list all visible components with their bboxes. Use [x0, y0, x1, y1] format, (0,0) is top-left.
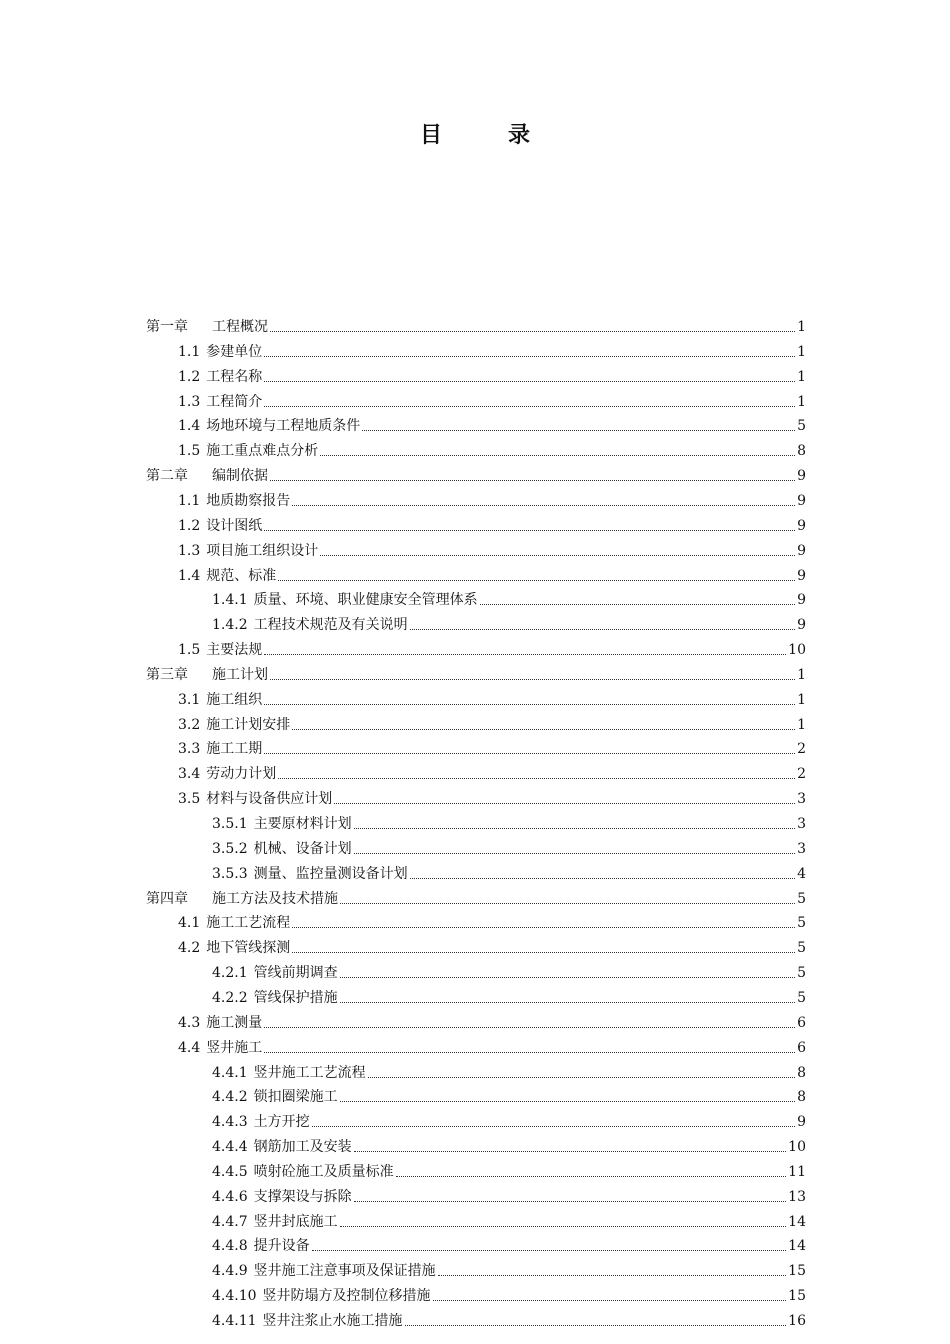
toc-entry-title: 提升设备: [253, 1238, 310, 1255]
toc-entry-title: 参建单位: [206, 343, 263, 360]
toc-entry-title: 钢筋加工及安装: [253, 1139, 352, 1156]
toc-page-number: 2: [797, 741, 806, 758]
toc-entry-label: [146, 318, 268, 336]
toc-entry-label: [146, 890, 338, 908]
dot-leader: [264, 1052, 795, 1053]
toc-entry-number: 第二章: [146, 468, 188, 485]
toc-page-number: 1: [797, 319, 806, 335]
toc-entry-title: 竖井封底施工: [253, 1213, 338, 1230]
toc-entry[interactable]: [178, 1008, 806, 1032]
toc-entry-number: 1.3: [178, 393, 201, 410]
toc-entry[interactable]: [178, 411, 806, 435]
dot-leader: [340, 977, 795, 978]
toc-entry-label: [178, 417, 360, 435]
toc-entry-title: 设计图纸: [206, 517, 263, 534]
toc-entry-label: [178, 492, 290, 510]
toc-entry[interactable]: [212, 1157, 806, 1181]
toc-entry[interactable]: [212, 834, 806, 858]
toc-entry[interactable]: [212, 1182, 806, 1206]
toc-entry[interactable]: [212, 1107, 806, 1131]
toc-entry[interactable]: [178, 1033, 806, 1057]
toc-entry-title: 地下管线探测: [206, 940, 291, 957]
dot-leader: [278, 778, 795, 779]
toc-entry-title: 规范、标准: [206, 567, 277, 584]
dot-leader: [433, 1300, 787, 1301]
toc-page-number: 6: [797, 1014, 806, 1031]
dot-leader: [270, 331, 795, 332]
dot-leader: [354, 828, 795, 829]
toc-entry-title: 锁扣圈梁施工: [253, 1089, 338, 1106]
toc-page-number: 8: [797, 1064, 806, 1081]
toc-page-number: 11: [788, 1163, 806, 1180]
toc-entry-label: [212, 989, 338, 1007]
toc-page-number: 1: [797, 368, 806, 385]
toc-entry-label: [178, 790, 332, 808]
dot-leader: [362, 430, 795, 431]
toc-page-number: 1: [797, 691, 806, 708]
toc-page-number: 3: [797, 816, 806, 832]
toc-page-number: 5: [797, 915, 806, 932]
dot-leader: [340, 1226, 787, 1227]
toc-page-number: 9: [797, 592, 806, 609]
toc-page-number: 5: [797, 940, 806, 957]
toc-page-number: 8: [797, 1089, 806, 1106]
toc-entry-title: 质量、环境、职业健康安全管理体系: [253, 592, 478, 609]
toc-entry-number: 4.1: [178, 915, 201, 932]
toc-page-number: 9: [797, 567, 806, 584]
toc-entry-number: 4.4.3: [212, 1114, 248, 1131]
toc-entry[interactable]: [212, 1082, 806, 1106]
toc-entry-title: 工程名称: [206, 368, 263, 385]
toc-entry-label: [212, 616, 408, 634]
toc-entry-label: [212, 1312, 403, 1330]
toc-entry-label: [178, 691, 262, 709]
toc-entry-label: [178, 1014, 262, 1032]
toc-entry-number: 第一章: [146, 319, 188, 335]
toc-entry-title: 喷射砼施工及质量标准: [253, 1163, 394, 1180]
toc-entry[interactable]: [178, 436, 806, 460]
toc-entry-title: 施工测量: [206, 1014, 263, 1031]
toc-entry-number: 第三章: [146, 666, 188, 683]
toc-entry-label: [178, 914, 290, 932]
toc-entry-label: [178, 740, 262, 758]
toc-entry-number: 4.4.2: [212, 1089, 248, 1106]
dot-leader: [396, 1176, 787, 1177]
toc-entry-number: 4.4.8: [212, 1238, 248, 1255]
dot-leader: [264, 406, 795, 407]
toc-entry-number: 3.3: [178, 741, 201, 758]
toc-entry-number: 3.5.2: [212, 840, 248, 857]
toc-entry-label: [212, 1113, 310, 1131]
toc-entry[interactable]: [178, 933, 806, 957]
toc-entry-title: 管线前期调查: [253, 965, 338, 982]
toc-page-number: 3: [797, 791, 806, 808]
toc-page-number: 3: [797, 840, 806, 857]
toc-entry[interactable]: [212, 585, 806, 609]
toc-entry-title: 竖井施工注意事项及保证措施: [253, 1263, 436, 1280]
toc-entry-number: 3.5.1: [212, 816, 248, 832]
toc-entry-label: [212, 964, 338, 982]
toc-entry[interactable]: [212, 809, 806, 833]
dot-leader: [292, 952, 795, 953]
toc-entry-label: [212, 1287, 431, 1305]
dot-leader: [368, 1077, 795, 1078]
toc-entry-title: 竖井防塌方及控制位移措施: [262, 1288, 431, 1305]
toc-entry-number: 4.2.2: [212, 989, 248, 1006]
toc-entry-number: 第四章: [146, 890, 188, 907]
toc-page-number: 14: [788, 1238, 806, 1255]
toc-entry-title: 施工方法及技术措施: [212, 890, 338, 907]
toc-entry-number: 4.2: [178, 940, 201, 957]
toc-entry-title: 项目施工组织设计: [206, 542, 319, 559]
toc-entry-title: 施工计划安排: [206, 716, 291, 733]
dot-leader: [264, 704, 795, 705]
toc-entry[interactable]: [212, 1132, 806, 1156]
toc-entry-label: [212, 1237, 310, 1255]
toc-entry-label: [178, 1039, 262, 1057]
toc-entry-number: 1.4.1: [212, 592, 248, 609]
dot-leader: [340, 1101, 795, 1102]
toc-page-number: 6: [797, 1039, 806, 1056]
dot-leader: [292, 927, 795, 928]
toc-entry-number: 1.4.2: [212, 617, 248, 634]
toc-entry-number: 1.2: [178, 517, 201, 534]
toc-page-number: 8: [797, 443, 806, 460]
dot-leader: [264, 1027, 795, 1028]
toc-entry-title: 测量、监控量测设备计划: [253, 865, 408, 882]
toc-entry-label: [212, 1163, 394, 1181]
dot-leader: [480, 604, 795, 605]
toc-page-number: 1: [797, 716, 806, 733]
toc-page-number: 5: [797, 965, 806, 982]
toc-entry-number: 1.3: [178, 542, 201, 559]
toc-entry[interactable]: [178, 387, 806, 411]
dot-leader: [438, 1275, 787, 1276]
toc-entry-number: 1.4: [178, 567, 201, 584]
toc-entry-label: [212, 1088, 338, 1106]
toc-entry-number: 4.4.4: [212, 1139, 248, 1156]
toc-page-number: 10: [788, 642, 806, 659]
toc-entry-title: 施工组织: [206, 691, 263, 708]
toc-entry[interactable]: [212, 1058, 806, 1082]
toc-entry-label: [212, 815, 352, 833]
toc-entry-label: [178, 641, 262, 659]
toc-entry-label: [146, 467, 268, 485]
toc-entry[interactable]: [212, 610, 806, 634]
toc-entry[interactable]: [212, 958, 806, 982]
toc-entry[interactable]: [146, 312, 806, 336]
toc-entry[interactable]: [146, 461, 806, 485]
toc-page-number: 13: [788, 1188, 806, 1205]
dot-leader: [292, 729, 795, 730]
toc-entry-number: 4.4.6: [212, 1188, 248, 1205]
toc-entry[interactable]: [146, 660, 806, 684]
toc-entry[interactable]: [212, 1207, 806, 1231]
toc-entry[interactable]: [178, 759, 806, 783]
toc-entry-title: 竖井施工: [206, 1039, 263, 1056]
toc-page-number: 5: [797, 418, 806, 435]
toc-entry[interactable]: [212, 1231, 806, 1255]
dot-leader: [405, 1325, 787, 1326]
toc-entry-number: 4.4.11: [212, 1313, 257, 1329]
toc-entry-number: 1.1: [178, 492, 201, 509]
toc-entry-title: 施工工艺流程: [206, 915, 291, 932]
toc-entry[interactable]: [178, 337, 806, 361]
dot-leader: [264, 654, 786, 655]
toc-entry[interactable]: [212, 1281, 806, 1305]
toc-entry-title: 竖井注浆止水施工措施: [262, 1313, 403, 1329]
toc-entry[interactable]: [178, 536, 806, 560]
toc-page-number: 15: [788, 1263, 806, 1280]
toc-page-number: 9: [797, 517, 806, 534]
toc-entry[interactable]: [212, 1256, 806, 1280]
toc-page-number: 1: [797, 343, 806, 360]
toc-entry[interactable]: [178, 710, 806, 734]
toc-page-number: 5: [797, 989, 806, 1006]
toc-entry-number: 3.5: [178, 791, 201, 808]
toc-entry[interactable]: [178, 734, 806, 758]
toc-entry-title: 管线保护措施: [253, 989, 338, 1006]
dot-leader: [292, 505, 795, 506]
toc-entry-label: [212, 840, 352, 858]
toc-entry[interactable]: [146, 884, 806, 908]
toc-entry[interactable]: [178, 486, 806, 510]
toc-entry-number: 1.2: [178, 368, 201, 385]
toc-page-number: 15: [788, 1288, 806, 1305]
toc-entry-number: 4.4: [178, 1039, 201, 1056]
toc-page-number: 10: [788, 1139, 806, 1156]
toc-entry-label: [178, 567, 276, 585]
dot-leader: [264, 356, 795, 357]
toc-entry-title: 竖井施工工艺流程: [253, 1064, 366, 1081]
dot-leader: [278, 580, 795, 581]
toc-page-number: 1: [797, 393, 806, 410]
toc-page-number: 2: [797, 766, 806, 783]
toc-entry-title: 材料与设备供应计划: [206, 791, 333, 808]
toc-page-number: 16: [788, 1313, 806, 1329]
toc-entry-label: [212, 1064, 366, 1082]
toc-entry-number: 4.4.7: [212, 1213, 248, 1230]
page-title: 目 录: [419, 122, 552, 148]
toc-page-number: 14: [788, 1213, 806, 1230]
toc-entry-label: [212, 1188, 352, 1206]
toc-entry[interactable]: [178, 561, 806, 585]
dot-leader: [340, 1002, 795, 1003]
toc-entry-number: 4.4.1: [212, 1064, 248, 1081]
toc-entry-label: [178, 765, 276, 783]
dot-leader: [410, 629, 795, 630]
dot-leader: [340, 903, 795, 904]
toc-entry-title: 场地环境与工程地质条件: [206, 418, 361, 435]
toc-entry-title: 施工重点难点分析: [206, 443, 319, 460]
toc-entry-number: 3.5.3: [212, 865, 248, 882]
toc-entry-number: 3.4: [178, 766, 201, 783]
toc-page-number: 1: [797, 666, 806, 683]
toc-page-number: 9: [797, 1114, 806, 1131]
toc-page-number: 5: [797, 890, 806, 907]
toc-entry-label: [178, 939, 290, 957]
toc-entry-label: [212, 1262, 436, 1280]
toc-entry[interactable]: [212, 1306, 806, 1330]
toc-entry-number: 1.5: [178, 443, 201, 460]
toc-entry[interactable]: [178, 784, 806, 808]
toc-entry-title: 主要原材料计划: [253, 816, 352, 832]
toc-entry-title: 支撑架设与拆除: [253, 1188, 352, 1205]
toc-entry-number: 4.4.10: [212, 1288, 257, 1305]
toc-page-number: 9: [797, 492, 806, 509]
dot-leader: [320, 555, 795, 556]
toc-entry-number: 4.3: [178, 1014, 201, 1031]
toc-entry-title: 机械、设备计划: [253, 840, 352, 857]
toc-entry-label: [178, 393, 262, 411]
toc-entry-number: 1.1: [178, 343, 201, 360]
dot-leader: [264, 753, 795, 754]
toc-entry-number: 3.1: [178, 691, 201, 708]
toc-entry-number: 1.4: [178, 418, 201, 435]
toc-entry[interactable]: [178, 362, 806, 386]
dot-leader: [270, 679, 795, 680]
toc-entry-label: [178, 442, 318, 460]
toc-entry[interactable]: [178, 908, 806, 932]
dot-leader: [320, 455, 795, 456]
toc-entry-label: [178, 542, 318, 560]
toc-entry-title: 工程简介: [206, 393, 263, 410]
toc-entry-title: 工程技术规范及有关说明: [253, 617, 408, 634]
toc-entry-number: 4.4.9: [212, 1263, 248, 1280]
toc-page-number: 9: [797, 617, 806, 634]
dot-leader: [354, 1151, 787, 1152]
toc-entry-label: [212, 1213, 338, 1231]
toc-entry-label: [178, 517, 262, 535]
dot-leader: [264, 530, 795, 531]
toc-entry-title: 主要法规: [206, 642, 263, 659]
dot-leader: [312, 1126, 795, 1127]
dot-leader: [334, 803, 795, 804]
toc-entry-label: [212, 865, 408, 883]
toc-entry-title: 地质勘察报告: [206, 492, 291, 509]
toc-entry[interactable]: [212, 859, 806, 883]
toc-page-number: 4: [797, 865, 806, 882]
toc-entry[interactable]: [178, 685, 806, 709]
toc-entry-title: 劳动力计划: [206, 766, 277, 783]
toc-entry-number: 3.2: [178, 716, 201, 733]
toc-entry-label: [178, 368, 262, 386]
toc-entry[interactable]: [212, 983, 806, 1007]
toc-page-number: 9: [797, 468, 806, 485]
toc-entry-label: [178, 716, 290, 734]
toc-entry[interactable]: [178, 635, 806, 659]
dot-leader: [270, 480, 795, 481]
toc-entry-number: 1.5: [178, 642, 201, 659]
dot-leader: [354, 853, 795, 854]
toc-entry-title: 编制依据: [212, 468, 268, 485]
dot-leader: [410, 878, 795, 879]
toc-entry-title: 施工工期: [206, 741, 263, 758]
toc-page-number: 9: [797, 542, 806, 559]
toc-entry-title: 工程概况: [212, 319, 268, 335]
dot-leader: [354, 1201, 787, 1202]
toc-entry[interactable]: [178, 511, 806, 535]
toc-entry-title: 土方开挖: [253, 1114, 310, 1131]
toc-entry-label: [212, 1138, 352, 1156]
toc-entry-number: 4.4.5: [212, 1163, 248, 1180]
toc-entry-label: [146, 666, 268, 684]
dot-leader: [264, 381, 795, 382]
toc-entry-title: 施工计划: [212, 666, 268, 683]
toc-entry-label: [178, 343, 262, 361]
toc-entry-number: 4.2.1: [212, 965, 248, 982]
toc-entry-label: [212, 591, 478, 609]
dot-leader: [312, 1250, 787, 1251]
